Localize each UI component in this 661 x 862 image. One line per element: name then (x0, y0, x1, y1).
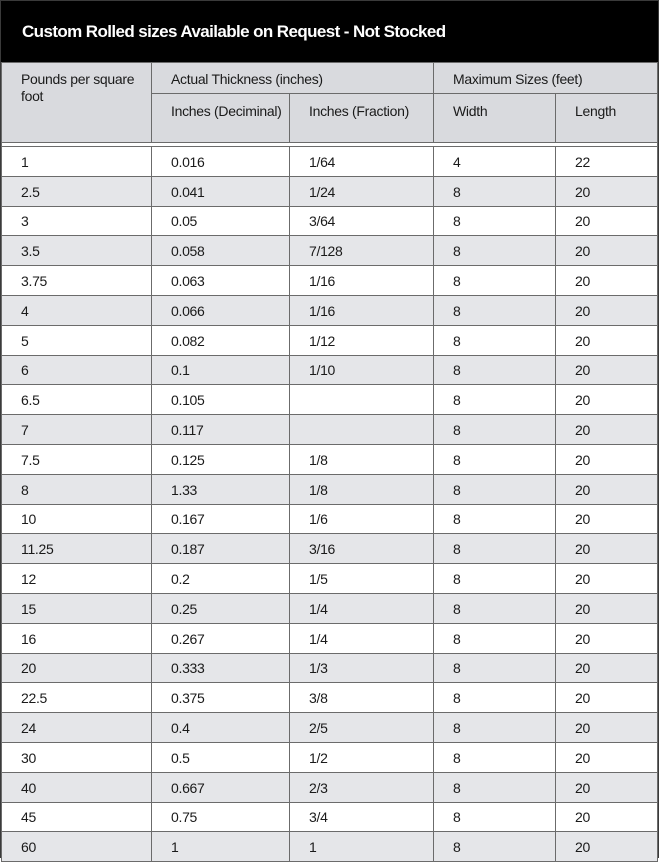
fraction-cell: 1/24 (290, 176, 434, 206)
pounds-cell: 3.5 (2, 236, 152, 266)
sizes-table (1, 62, 658, 862)
table-row (2, 474, 658, 504)
width-cell: 8 (434, 355, 556, 385)
table-body (2, 143, 658, 862)
pounds-cell: 12 (2, 564, 152, 594)
fraction-cell: 7/128 (290, 236, 434, 266)
table-row (2, 325, 658, 355)
length-cell: 20 (556, 832, 658, 862)
table-row (2, 713, 658, 743)
table-row (2, 802, 658, 832)
length-cell: 20 (556, 772, 658, 802)
fraction-cell: 1/5 (290, 564, 434, 594)
width-cell: 8 (434, 564, 556, 594)
fraction-cell: 1/10 (290, 355, 434, 385)
width-cell: 8 (434, 742, 556, 772)
decimal-cell: 0.25 (152, 593, 290, 623)
width-cell: 8 (434, 444, 556, 474)
decimal-cell: 0.5 (152, 742, 290, 772)
length-cell: 20 (556, 802, 658, 832)
width-cell: 8 (434, 802, 556, 832)
pounds-cell: 2.5 (2, 176, 152, 206)
pounds-cell: 8 (2, 474, 152, 504)
length-cell: 20 (556, 325, 658, 355)
pounds-cell: 22.5 (2, 683, 152, 713)
width-cell: 8 (434, 504, 556, 534)
pounds-cell: 40 (2, 772, 152, 802)
pounds-cell: 11.25 (2, 534, 152, 564)
header-actual-thickness: Actual Thickness (inches) (152, 63, 434, 94)
decimal-cell: 0.117 (152, 415, 290, 445)
length-cell: 20 (556, 295, 658, 325)
width-cell: 8 (434, 534, 556, 564)
width-cell: 8 (434, 474, 556, 504)
length-cell: 20 (556, 623, 658, 653)
table-row (2, 623, 658, 653)
length-cell: 20 (556, 504, 658, 534)
fraction-cell: 2/5 (290, 713, 434, 743)
fraction-cell: 1/2 (290, 742, 434, 772)
length-cell: 20 (556, 415, 658, 445)
fraction-cell: 3/16 (290, 534, 434, 564)
length-cell: 22 (556, 147, 658, 177)
fraction-cell: 1/3 (290, 653, 434, 683)
width-cell: 8 (434, 295, 556, 325)
length-cell: 20 (556, 742, 658, 772)
table-row (2, 176, 658, 206)
fraction-cell: 1/16 (290, 266, 434, 296)
pounds-cell: 60 (2, 832, 152, 862)
pounds-cell: 6 (2, 355, 152, 385)
fraction-cell: 1/16 (290, 295, 434, 325)
width-cell: 8 (434, 385, 556, 415)
decimal-cell: 0.333 (152, 653, 290, 683)
table-row (2, 147, 658, 177)
header-fraction: Inches (Fraction) (290, 94, 434, 143)
table-header (2, 63, 658, 143)
table-row (2, 206, 658, 236)
pounds-cell: 15 (2, 593, 152, 623)
decimal-cell: 1 (152, 832, 290, 862)
fraction-cell: 1/6 (290, 504, 434, 534)
length-cell: 20 (556, 176, 658, 206)
width-cell: 4 (434, 147, 556, 177)
decimal-cell: 0.375 (152, 683, 290, 713)
decimal-cell: 0.082 (152, 325, 290, 355)
width-cell: 8 (434, 772, 556, 802)
pounds-cell: 1 (2, 147, 152, 177)
decimal-cell: 0.063 (152, 266, 290, 296)
header-decimal: Inches (Deciminal) (152, 94, 290, 143)
pounds-cell: 3.75 (2, 266, 152, 296)
decimal-cell: 0.2 (152, 564, 290, 594)
decimal-cell: 0.167 (152, 504, 290, 534)
pounds-cell: 7 (2, 415, 152, 445)
width-cell: 8 (434, 653, 556, 683)
pounds-cell: 6.5 (2, 385, 152, 415)
fraction-cell: 3/8 (290, 683, 434, 713)
pounds-cell: 16 (2, 623, 152, 653)
fraction-cell: 1/4 (290, 623, 434, 653)
fraction-cell: 2/3 (290, 772, 434, 802)
width-cell: 8 (434, 415, 556, 445)
fraction-cell: 1/4 (290, 593, 434, 623)
table-row (2, 504, 658, 534)
header-maximum-sizes: Maximum Sizes (feet) (434, 63, 658, 94)
header-width: Width (434, 94, 556, 143)
decimal-cell: 0.667 (152, 772, 290, 802)
header-length: Length (556, 94, 658, 143)
decimal-cell: 0.75 (152, 802, 290, 832)
length-cell: 20 (556, 713, 658, 743)
length-cell: 20 (556, 653, 658, 683)
table-row (2, 415, 658, 445)
pounds-cell: 4 (2, 295, 152, 325)
header-row-top (2, 63, 658, 94)
decimal-cell: 0.4 (152, 713, 290, 743)
decimal-cell: 0.267 (152, 623, 290, 653)
table-row (2, 832, 658, 862)
decimal-cell: 0.066 (152, 295, 290, 325)
decimal-cell: 0.105 (152, 385, 290, 415)
decimal-cell: 0.05 (152, 206, 290, 236)
table-row (2, 444, 658, 474)
table-row (2, 355, 658, 385)
pounds-cell: 45 (2, 802, 152, 832)
fraction-cell: 1/8 (290, 474, 434, 504)
decimal-cell: 0.016 (152, 147, 290, 177)
pounds-cell: 20 (2, 653, 152, 683)
length-cell: 20 (556, 444, 658, 474)
length-cell: 20 (556, 355, 658, 385)
width-cell: 8 (434, 683, 556, 713)
decimal-cell: 0.125 (152, 444, 290, 474)
fraction-cell: 1 (290, 832, 434, 862)
length-cell: 20 (556, 385, 658, 415)
table-row (2, 683, 658, 713)
fraction-cell: 3/64 (290, 206, 434, 236)
table-row (2, 564, 658, 594)
pounds-cell: 24 (2, 713, 152, 743)
length-cell: 20 (556, 236, 658, 266)
fraction-cell: 3/4 (290, 802, 434, 832)
length-cell: 20 (556, 534, 658, 564)
decimal-cell: 0.1 (152, 355, 290, 385)
width-cell: 8 (434, 176, 556, 206)
table-row (2, 385, 658, 415)
width-cell: 8 (434, 593, 556, 623)
pounds-cell: 30 (2, 742, 152, 772)
length-cell: 20 (556, 683, 658, 713)
length-cell: 20 (556, 206, 658, 236)
length-cell: 20 (556, 593, 658, 623)
pounds-cell: 3 (2, 206, 152, 236)
decimal-cell: 0.187 (152, 534, 290, 564)
table-title: Custom Rolled sizes Available on Request - Not Stocked (1, 1, 658, 62)
width-cell: 8 (434, 236, 556, 266)
length-cell: 20 (556, 266, 658, 296)
pounds-cell: 7.5 (2, 444, 152, 474)
width-cell: 8 (434, 623, 556, 653)
table-row (2, 593, 658, 623)
width-cell: 8 (434, 206, 556, 236)
fraction-cell (290, 385, 434, 415)
header-pounds: Pounds per square foot (2, 63, 152, 143)
table-row (2, 295, 658, 325)
table-row (2, 772, 658, 802)
table-row (2, 653, 658, 683)
width-cell: 8 (434, 325, 556, 355)
width-cell: 8 (434, 266, 556, 296)
length-cell: 20 (556, 474, 658, 504)
pounds-cell: 10 (2, 504, 152, 534)
fraction-cell: 1/8 (290, 444, 434, 474)
decimal-cell: 1.33 (152, 474, 290, 504)
table-row (2, 236, 658, 266)
table-row (2, 742, 658, 772)
decimal-cell: 0.041 (152, 176, 290, 206)
table-row (2, 534, 658, 564)
width-cell: 8 (434, 713, 556, 743)
decimal-cell: 0.058 (152, 236, 290, 266)
length-cell: 20 (556, 564, 658, 594)
fraction-cell (290, 415, 434, 445)
fraction-cell: 1/64 (290, 147, 434, 177)
fraction-cell: 1/12 (290, 325, 434, 355)
table-row (2, 266, 658, 296)
width-cell: 8 (434, 832, 556, 862)
pounds-cell: 5 (2, 325, 152, 355)
